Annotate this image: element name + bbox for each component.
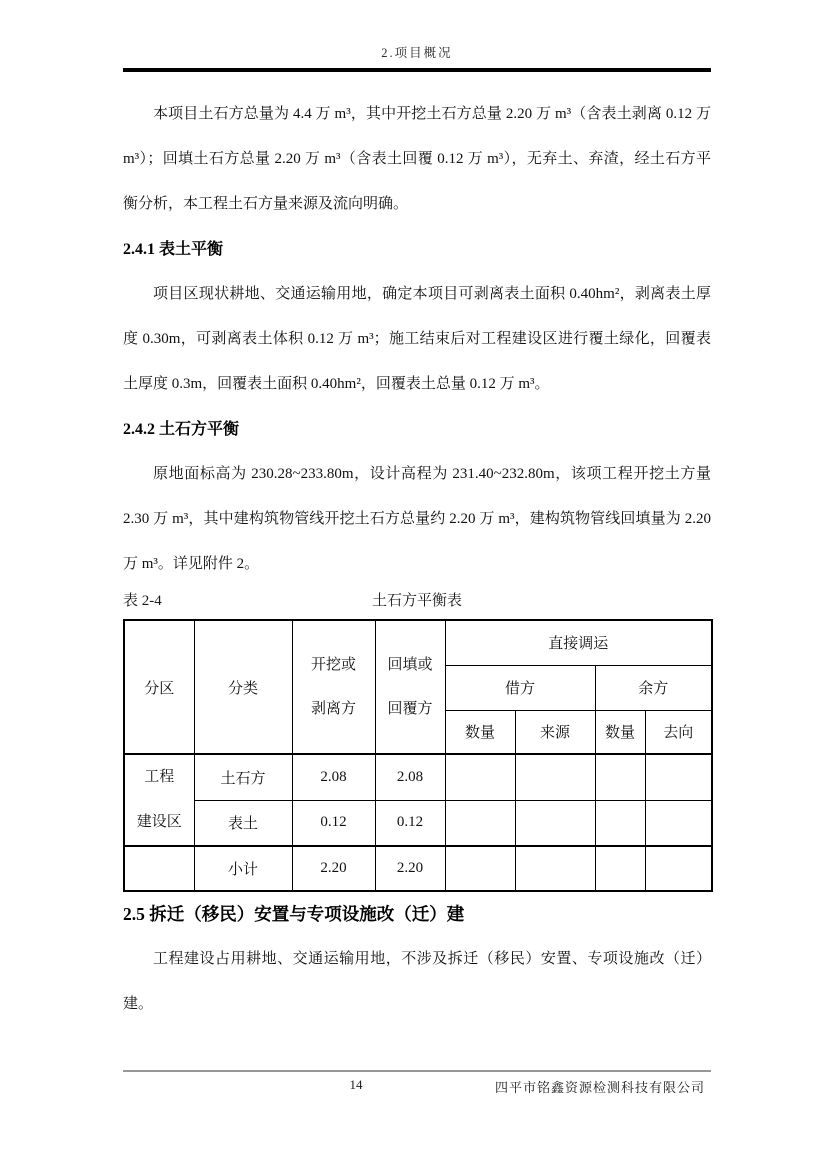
cell-excavation: 2.20 — [292, 846, 375, 891]
th-borrow: 借方 — [445, 665, 595, 710]
footer-rule — [123, 1070, 711, 1072]
th-excavation-or-stripping — [292, 620, 375, 754]
heading-2-4-2: 2.4.2 土石方平衡 — [123, 421, 240, 438]
cell-surplus-quantity — [595, 800, 645, 846]
th-backfill-or-recover — [375, 620, 445, 754]
table-row-earthrock — [124, 754, 712, 800]
header-rule — [123, 68, 711, 72]
th-zone: 分区 — [124, 620, 194, 754]
cell-zone-line2: 建设区 — [136, 814, 182, 830]
cell-borrow-source — [515, 800, 595, 846]
th-surplus-destination: 去向 — [645, 710, 712, 754]
cell-zone-construction-area — [124, 754, 194, 846]
cell-zone-line1: 工程 — [144, 769, 175, 785]
cell-category: 小计 — [194, 846, 292, 891]
table-caption-label: 表 2-4 — [123, 593, 162, 609]
cell-surplus-destination — [645, 800, 712, 846]
table-row-topsoil — [124, 800, 712, 846]
paragraph-earthwork-balance: 原地面标高为 230.28~233.80m，设计高程为 231.40~232.80m，该项工程开挖土方量 2.30 万 m³，其中建构筑物管线开挖土石方总量约 2.20 万 m³，建构筑物管线回填量为 2.20 万 m³。详见附件 2。 — [123, 466, 711, 572]
th-borrow-quantity: 数量 — [445, 710, 515, 754]
th-category: 分类 — [194, 620, 292, 754]
th-surplus-quantity: 数量 — [595, 710, 645, 754]
cell-borrow-quantity — [445, 846, 515, 891]
page-footer — [123, 1070, 711, 1095]
cell-category: 表土 — [194, 800, 292, 846]
table-caption — [123, 587, 711, 619]
paragraph-topsoil-balance: 项目区现状耕地、交通运输用地，确定本项目可剥离表土面积 0.40hm²，剥离表土厚度 0.30m，可剥离表土体积 0.12 万 m³；施工结束后对工程建设区进行覆土绿化，回覆表土厚度 0.3m，回覆表土面积 0.40hm²，回覆表土总量 0.12 万 m³。 — [123, 286, 711, 392]
page-number: 14 — [349, 1077, 363, 1092]
cell-surplus-destination — [645, 754, 712, 800]
table-caption-title: 土石方平衡表 — [371, 593, 462, 609]
page-header — [123, 0, 711, 72]
earthwork-balance-table — [123, 619, 713, 892]
table-row-subtotal — [124, 846, 712, 891]
cell-category: 土石方 — [194, 754, 292, 800]
cell-borrow-source — [515, 754, 595, 800]
cell-excavation: 0.12 — [292, 800, 375, 846]
header-title: 2.项目概况 — [381, 46, 453, 60]
cell-excavation: 2.08 — [292, 754, 375, 800]
cell-surplus-quantity — [595, 754, 645, 800]
heading-2-5: 2.5 拆迁（移民）安置与专项设施改（迁）建 — [123, 904, 465, 924]
th-direct-transfer: 直接调运 — [445, 620, 712, 665]
heading-2-4-1: 2.4.1 表土平衡 — [123, 241, 224, 258]
th-excavation-line2: 剥离方 — [310, 701, 356, 717]
cell-borrow-source — [515, 846, 595, 891]
paragraph-relocation: 工程建设占用耕地、交通运输用地，不涉及拆迁（移民）安置、专项设施改（迁）建。 — [123, 951, 711, 1012]
th-borrow-source: 来源 — [515, 710, 595, 754]
cell-zone-empty — [124, 846, 194, 891]
th-backfill-line1: 回填或 — [387, 657, 433, 673]
cell-surplus-destination — [645, 846, 712, 891]
th-excavation-line1: 开挖或 — [310, 657, 356, 673]
table-header-row-1 — [124, 620, 712, 665]
cell-borrow-quantity — [445, 754, 515, 800]
paragraph-earthwork-total: 本项目土石方总量为 4.4 万 m³，其中开挖土石方总量 2.20 万 m³（含表土剥离 0.12 万 m³）；回填土石方总量 2.20 万 m³（含表土回覆 0.12 万 m³），无弃土、弃渣，经土石方平衡分析，本工程土石方量来源及流向明确。 — [123, 106, 711, 212]
cell-borrow-quantity — [445, 800, 515, 846]
footer-company-name: 四平市铭鑫资源检测科技有限公司 — [494, 1080, 705, 1095]
cell-backfill: 2.08 — [375, 754, 445, 800]
document-body — [123, 92, 711, 1027]
th-backfill-line2: 回覆方 — [387, 701, 433, 717]
cell-backfill: 2.20 — [375, 846, 445, 891]
th-surplus: 余方 — [595, 665, 712, 710]
cell-backfill: 0.12 — [375, 800, 445, 846]
cell-surplus-quantity — [595, 846, 645, 891]
